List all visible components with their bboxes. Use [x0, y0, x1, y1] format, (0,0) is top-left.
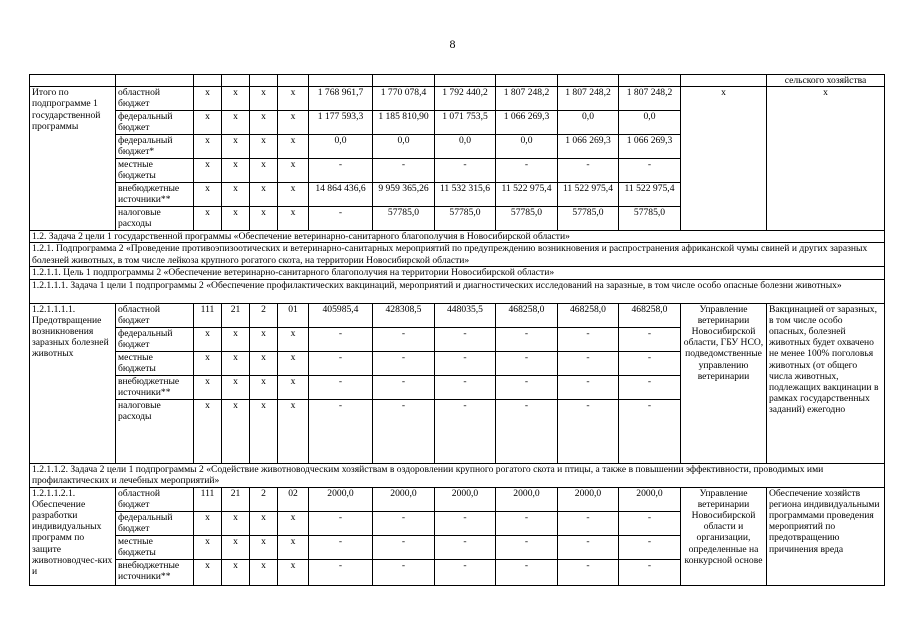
amount-cell: -	[496, 159, 558, 183]
code-cell: 2	[250, 487, 278, 511]
amount-cell: 9 959 365,26	[373, 183, 435, 207]
amount-cell: 1 807 248,2	[558, 87, 619, 111]
code-cell: х	[250, 559, 278, 585]
code-cell: х	[222, 327, 250, 351]
subprogram2-heading: 1.2.1. Подпрограмма 2 «Проведение противоэпизоотических и ветеринарно-санитарных мероприятий по предупреждению возникновения и распространения африканской чумы свиней и других заразных болезней животных, в том числе лейкоза крупного рогатого скота, на территории Новосибирской области»	[30, 243, 885, 267]
amount-cell: 1 177 593,3	[309, 111, 373, 135]
amount-cell: -	[373, 159, 435, 183]
code-cell: 21	[222, 303, 250, 327]
amount-cell: 11 522 975,4	[619, 183, 681, 207]
code-cell: х	[278, 111, 309, 135]
amount-cell: -	[373, 511, 435, 535]
task2-heading: 1.2. Задача 2 цели 1 государственной программы «Обеспечение ветеринарно-санитарного благополучия в Новосибирской области»	[30, 231, 885, 243]
amount-cell: -	[435, 511, 496, 535]
amount-cell: -	[558, 399, 619, 463]
code-cell: 111	[194, 303, 222, 327]
funding-source: налоговые расходы	[116, 399, 194, 463]
amount-cell: 1 066 269,3	[619, 135, 681, 159]
amount-cell: -	[309, 535, 373, 559]
code-cell: х	[278, 159, 309, 183]
amount-cell: -	[309, 559, 373, 585]
amount-cell: 57785,0	[496, 207, 558, 231]
code-cell: 02	[278, 487, 309, 511]
amount-cell: -	[619, 559, 681, 585]
block3-executor: Управление ветеринарии Новосибирской области и организации, определенные на конкурсной основе	[681, 487, 767, 585]
code-cell: х	[194, 87, 222, 111]
block1-title: Итого по подпрограмме 1 государственной программы	[30, 87, 116, 231]
block3-row	[30, 487, 885, 511]
code-cell: х	[250, 183, 278, 207]
amount-cell: -	[309, 399, 373, 463]
code-cell: х	[194, 511, 222, 535]
task1-heading-row	[30, 279, 885, 303]
code-cell: 111	[194, 487, 222, 511]
code-cell: х	[222, 351, 250, 375]
amount-cell: -	[373, 535, 435, 559]
code-cell: х	[278, 559, 309, 585]
code-cell: х	[194, 375, 222, 399]
code-cell: х	[278, 87, 309, 111]
funding-source: местные бюджеты	[116, 351, 194, 375]
amount-cell: 57785,0	[373, 207, 435, 231]
amount-cell: 468258,0	[619, 303, 681, 327]
amount-cell: 11 522 975,4	[558, 183, 619, 207]
amount-cell: 0,0	[309, 135, 373, 159]
amount-cell: -	[496, 535, 558, 559]
amount-cell: 1 185 810,90	[373, 111, 435, 135]
amount-cell: -	[558, 559, 619, 585]
amount-cell: -	[435, 351, 496, 375]
amount-cell: 468258,0	[496, 303, 558, 327]
amount-cell: -	[309, 351, 373, 375]
code-cell: 2	[250, 303, 278, 327]
code-cell: х	[194, 351, 222, 375]
goal1-heading: 1.2.1.1. Цель 1 подпрограммы 2 «Обеспечение ветеринарно-санитарного благополучия на территории Новосибирской области»	[30, 267, 885, 279]
amount-cell: 1 768 961,7	[309, 87, 373, 111]
funding-source: федеральный бюджет	[116, 327, 194, 351]
code-cell: х	[278, 183, 309, 207]
code-cell: х	[222, 207, 250, 231]
amount-cell: 2000,0	[558, 487, 619, 511]
amount-cell: -	[435, 375, 496, 399]
code-cell: х	[194, 559, 222, 585]
amount-cell: -	[619, 327, 681, 351]
block3-result: Обеспечение хозяйств региона индивидуальными программами проведения мероприятий по предотвращению причинения вреда	[767, 487, 885, 585]
block2-result: Вакцинацией от заразных, в том числе особо опасных, болезней животных будет охвачено не менее 100% поголовья животных (от общего числа животных, подлежащих вакцинации в рамках государственных заданий) ежегодно	[767, 303, 885, 463]
goal1-heading-row	[30, 267, 885, 279]
amount-cell: 2000,0	[435, 487, 496, 511]
amount-cell: 11 522 975,4	[496, 183, 558, 207]
amount-cell: -	[558, 351, 619, 375]
amount-cell: -	[496, 559, 558, 585]
amount-cell: 2000,0	[619, 487, 681, 511]
amount-cell: 1 792 440,2	[435, 87, 496, 111]
amount-cell: 468258,0	[558, 303, 619, 327]
amount-cell: -	[435, 535, 496, 559]
amount-cell: -	[435, 559, 496, 585]
amount-cell: -	[496, 375, 558, 399]
code-cell: х	[278, 351, 309, 375]
code-cell: 21	[222, 487, 250, 511]
funding-source: внебюджетные источники**	[116, 183, 194, 207]
code-cell: х	[222, 87, 250, 111]
amount-cell: -	[373, 559, 435, 585]
code-cell: х	[278, 135, 309, 159]
code-cell: х	[222, 135, 250, 159]
subprogram2-heading-row	[30, 243, 885, 267]
amount-cell: -	[435, 327, 496, 351]
amount-cell: 1 071 753,5	[435, 111, 496, 135]
budget-table	[29, 74, 885, 586]
code-cell: х	[250, 511, 278, 535]
code-cell: х	[250, 111, 278, 135]
amount-cell: 2000,0	[309, 487, 373, 511]
block1-result: х	[767, 87, 885, 231]
amount-cell: 428308,5	[373, 303, 435, 327]
amount-cell: 1 066 269,3	[558, 135, 619, 159]
code-cell: х	[194, 183, 222, 207]
funding-source: федеральный бюджет*	[116, 135, 194, 159]
code-cell: х	[194, 111, 222, 135]
code-cell: х	[250, 375, 278, 399]
amount-cell: -	[619, 399, 681, 463]
amount-cell: -	[619, 375, 681, 399]
result-header-cell: сельского хозяйства	[767, 75, 885, 87]
code-cell: х	[250, 87, 278, 111]
amount-cell: -	[373, 327, 435, 351]
code-cell: х	[250, 159, 278, 183]
block2-title: 1.2.1.1.1.1. Предотвращение возникновения заразных болезней животных	[30, 303, 116, 463]
amount-cell: -	[309, 207, 373, 231]
header-carry-row	[30, 75, 885, 87]
block2-row	[30, 303, 885, 327]
amount-cell: -	[496, 327, 558, 351]
code-cell: х	[250, 327, 278, 351]
code-cell: х	[194, 135, 222, 159]
funding-source: внебюджетные источники**	[116, 559, 194, 585]
amount-cell: -	[496, 399, 558, 463]
amount-cell: 1 807 248,2	[619, 87, 681, 111]
amount-cell: 2000,0	[496, 487, 558, 511]
amount-cell: -	[373, 399, 435, 463]
amount-cell: -	[619, 159, 681, 183]
code-cell: х	[222, 511, 250, 535]
code-cell: х	[222, 111, 250, 135]
code-cell: х	[250, 535, 278, 559]
amount-cell: 0,0	[496, 135, 558, 159]
block1-row	[30, 87, 885, 111]
code-cell: х	[250, 207, 278, 231]
funding-source: налоговые расходы	[116, 207, 194, 231]
code-cell: 01	[278, 303, 309, 327]
amount-cell: 2000,0	[373, 487, 435, 511]
amount-cell: 405985,4	[309, 303, 373, 327]
amount-cell: -	[435, 159, 496, 183]
amount-cell: 1 807 248,2	[496, 87, 558, 111]
amount-cell: -	[309, 375, 373, 399]
amount-cell: -	[558, 327, 619, 351]
task2-heading-row	[30, 231, 885, 243]
funding-source: местные бюджеты	[116, 159, 194, 183]
code-cell: х	[194, 535, 222, 559]
code-cell: х	[222, 159, 250, 183]
amount-cell: 57785,0	[558, 207, 619, 231]
amount-cell: 0,0	[558, 111, 619, 135]
amount-cell: 1 066 269,3	[496, 111, 558, 135]
code-cell: х	[194, 159, 222, 183]
amount-cell: 57785,0	[619, 207, 681, 231]
code-cell: х	[278, 375, 309, 399]
amount-cell: 0,0	[435, 135, 496, 159]
amount-cell: -	[373, 375, 435, 399]
funding-source: местные бюджеты	[116, 535, 194, 559]
block3-title: 1.2.1.1.2.1. Обеспечение разработки индивидуальных программ по защите животноводчес-ких и	[30, 487, 116, 585]
code-cell: х	[250, 135, 278, 159]
code-cell: х	[222, 559, 250, 585]
code-cell: х	[194, 399, 222, 463]
funding-source: федеральный бюджет	[116, 511, 194, 535]
amount-cell: -	[373, 351, 435, 375]
task2b-heading: 1.2.1.1.2. Задача 2 цели 1 подпрограммы 2 «Содействие животноводческим хозяйствам в оздоровлении крупного рогатого скота и птицы, а также в повышении эффективности, проводимых ими профилактических и лечебных мероприятий»	[30, 463, 885, 487]
amount-cell: 0,0	[619, 111, 681, 135]
code-cell: х	[222, 183, 250, 207]
code-cell: х	[278, 535, 309, 559]
amount-cell: -	[309, 327, 373, 351]
code-cell: х	[194, 207, 222, 231]
amount-cell: 14 864 436,6	[309, 183, 373, 207]
amount-cell: -	[496, 351, 558, 375]
funding-source: областной бюджет	[116, 87, 194, 111]
amount-cell: -	[619, 511, 681, 535]
amount-cell: -	[619, 535, 681, 559]
amount-cell: 57785,0	[435, 207, 496, 231]
amount-cell: -	[558, 511, 619, 535]
code-cell: х	[278, 399, 309, 463]
amount-cell: -	[558, 375, 619, 399]
amount-cell: -	[558, 159, 619, 183]
code-cell: х	[222, 375, 250, 399]
task2b-heading-row	[30, 463, 885, 487]
amount-cell: -	[309, 511, 373, 535]
funding-source: внебюджетные источники**	[116, 375, 194, 399]
code-cell: х	[250, 351, 278, 375]
code-cell: х	[278, 207, 309, 231]
funding-source: федеральный бюджет	[116, 111, 194, 135]
amount-cell: -	[558, 535, 619, 559]
amount-cell: -	[435, 399, 496, 463]
task1-heading: 1.2.1.1.1. Задача 1 цели 1 подпрограммы 2 «Обеспечение профилактических вакцинаций, мероприятий и диагностических исследований на заразные, в том числе особо опасные болезни животных»	[30, 279, 885, 303]
amount-cell: 0,0	[373, 135, 435, 159]
amount-cell: 448035,5	[435, 303, 496, 327]
funding-source: областной бюджет	[116, 303, 194, 327]
amount-cell: -	[309, 159, 373, 183]
code-cell: х	[222, 535, 250, 559]
amount-cell: -	[496, 511, 558, 535]
code-cell: х	[194, 327, 222, 351]
amount-cell: 11 532 315,6	[435, 183, 496, 207]
code-cell: х	[222, 399, 250, 463]
code-cell: х	[278, 511, 309, 535]
page-number: 8	[449, 37, 456, 51]
code-cell: х	[250, 399, 278, 463]
block1-executor: х	[681, 87, 767, 231]
code-cell: х	[278, 327, 309, 351]
amount-cell: 1 770 078,4	[373, 87, 435, 111]
funding-source: областной бюджет	[116, 487, 194, 511]
block2-executor: Управление ветеринарии Новосибирской области, ГБУ НСО, подведомственные управлению ветеринарии	[681, 303, 767, 463]
amount-cell: -	[619, 351, 681, 375]
